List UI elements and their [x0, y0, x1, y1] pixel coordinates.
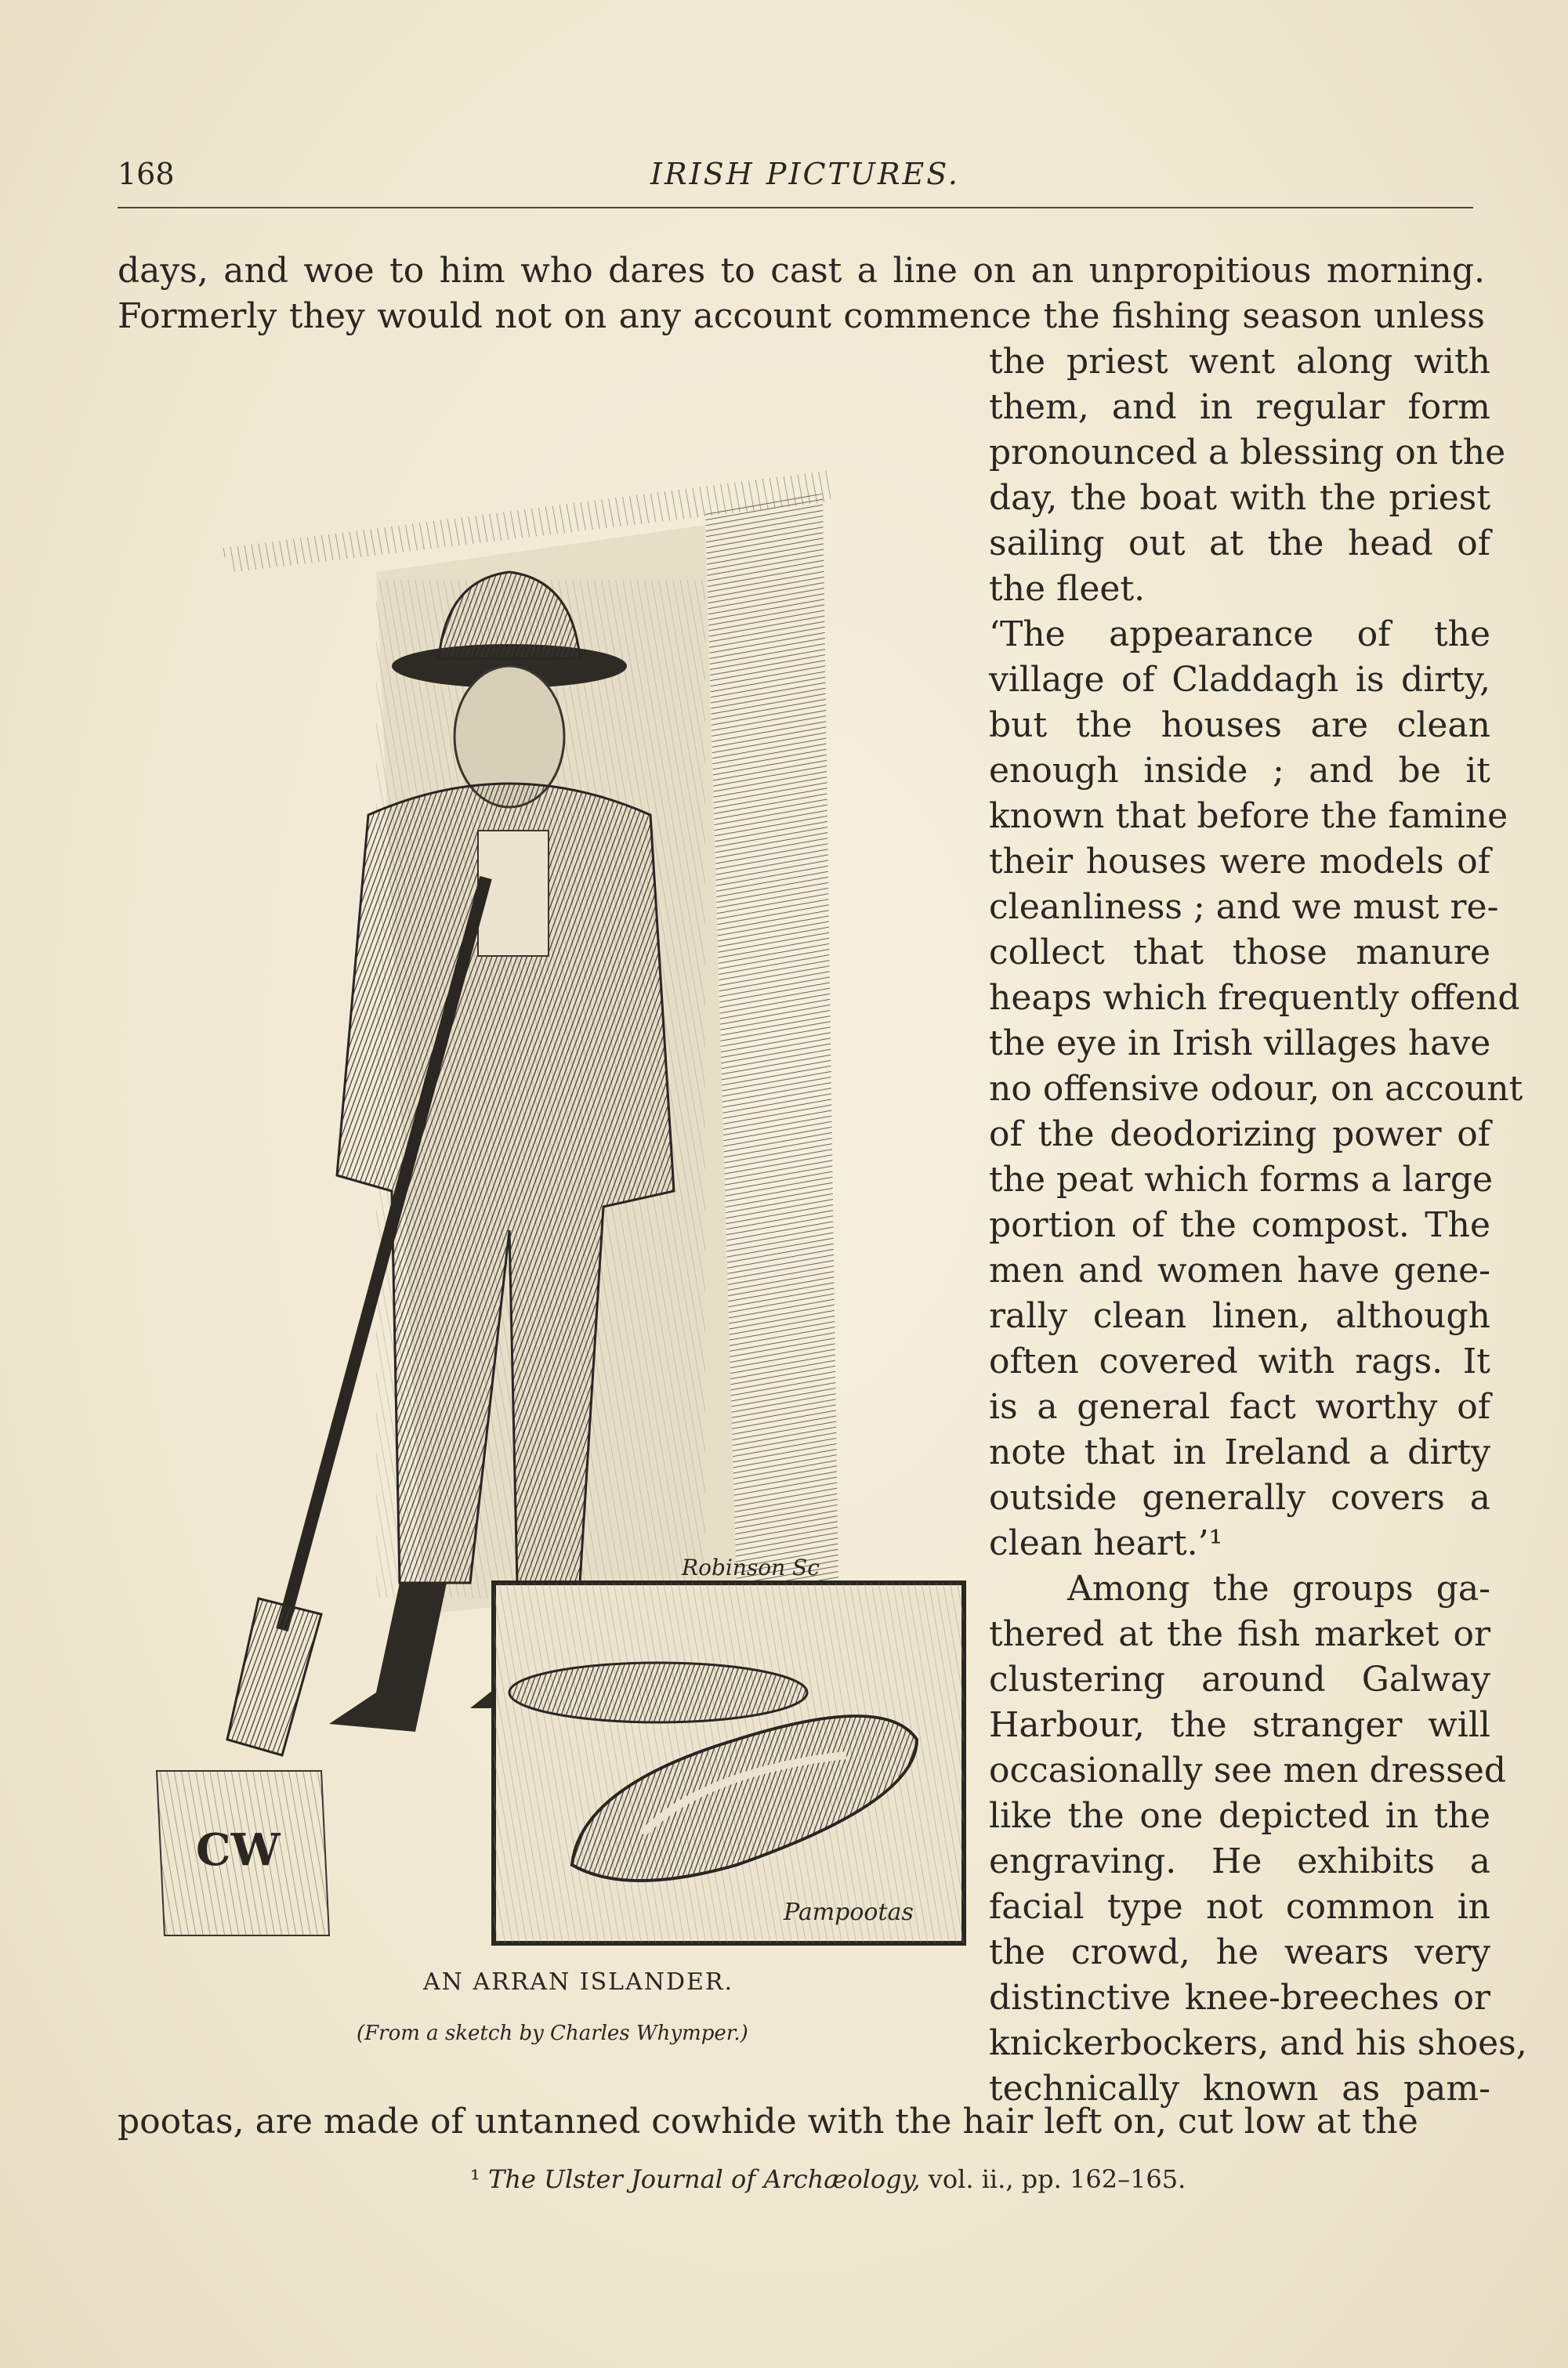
column-line: knickerbockers, and his shoes, [989, 2023, 1527, 2063]
column-line: portion of the compost. The [989, 1205, 1490, 1245]
column-line: distinctive knee-breeches or [989, 1978, 1490, 2018]
figure-caption: AN ARRAN ISLANDER. [423, 1968, 734, 1996]
column-line: the fleet. [989, 569, 1146, 609]
column-line: enough inside ; and be it [989, 751, 1490, 791]
column-line: clean heart.’¹ [989, 1523, 1223, 1563]
footnote [470, 2164, 1186, 2194]
column-line: occasionally see men dressed [989, 1751, 1507, 1790]
footnote-rest: vol. ii., pp. 162–165. [920, 2164, 1186, 2194]
column-line: the peat which forms a large [989, 1160, 1494, 1200]
column-line: clustering around Galway [989, 1660, 1490, 1700]
column-line: day, the boat with the priest [989, 478, 1490, 518]
column-line: pronounced a blessing on the [989, 433, 1506, 473]
column-line: often covered with rags. It [989, 1342, 1490, 1381]
body-line: Formerly they would not on any account commence the fishing season unless [118, 296, 1485, 336]
inset-label: Pampootas [784, 1899, 914, 1926]
column-line: engraving. He exhibits a [989, 1841, 1490, 1881]
column-line: village of Claddagh is dirty, [989, 660, 1490, 700]
column-line: rally clean linen, although [989, 1296, 1490, 1336]
column-line: cleanliness ; and we must re- [989, 887, 1499, 927]
body-line-final: pootas, are made of untanned cowhide with the hair left on, cut low at the [118, 2102, 1418, 2142]
column-line: known that before the famine [989, 796, 1508, 836]
column-line: sailing out at the head of [989, 523, 1490, 563]
column-line: technically known as pam- [989, 2069, 1490, 2109]
arran-islander-engraving [141, 407, 972, 1959]
column-line: their houses were models of [989, 842, 1490, 882]
footnote-title: The Ulster Journal of Archæology, [488, 2164, 921, 2194]
column-line: Among the groups ga- [1067, 1569, 1490, 1609]
figure-credit: (From a sketch by Charles Whymper.) [357, 2022, 748, 2045]
left-leg [329, 1583, 447, 1732]
pampootas-shoe-back [509, 1663, 807, 1722]
shirt-front [478, 831, 549, 956]
column-line: them, and in regular form [989, 387, 1490, 427]
column-line: heaps which frequently offend [989, 978, 1520, 1018]
column-line: the eye in Irish villages have [989, 1023, 1491, 1063]
column-line: no offensive odour, on account [989, 1069, 1523, 1109]
column-line: Harbour, the stranger will [989, 1705, 1490, 1745]
column-line: collect that those manure [989, 932, 1490, 972]
column-line: of the deodorizing power of [989, 1114, 1490, 1154]
column-line: men and women have gene- [989, 1251, 1490, 1291]
column-line: the crowd, he wears very [989, 1932, 1490, 1972]
column-line: ‘The appearance of the [989, 614, 1490, 654]
column-line: thered at the fish market or [989, 1614, 1490, 1654]
running-title: IRISH PICTURES. [650, 157, 961, 191]
spade-blade [227, 1599, 321, 1755]
footnote-marker: ¹ [470, 2164, 480, 2194]
column-line: note that in Ireland a dirty [989, 1432, 1490, 1472]
column-line: is a general fact worthy of [989, 1387, 1490, 1427]
engraver-signature: Robinson Sc [682, 1555, 820, 1580]
column-line: the priest went along with [989, 342, 1490, 382]
header-rule [118, 207, 1473, 208]
body-line: days, and woe to him who dares to cast a line on an unpropitious morning. [118, 251, 1485, 291]
page-number: 168 [118, 157, 175, 191]
column-line: but the houses are clean [989, 705, 1490, 745]
monogram: CW [196, 1824, 281, 1876]
column-line: outside generally covers a [989, 1478, 1490, 1518]
page-header [118, 157, 1473, 204]
column-line: like the one depicted in the [989, 1796, 1490, 1836]
column-line: facial type not common in [989, 1887, 1490, 1927]
